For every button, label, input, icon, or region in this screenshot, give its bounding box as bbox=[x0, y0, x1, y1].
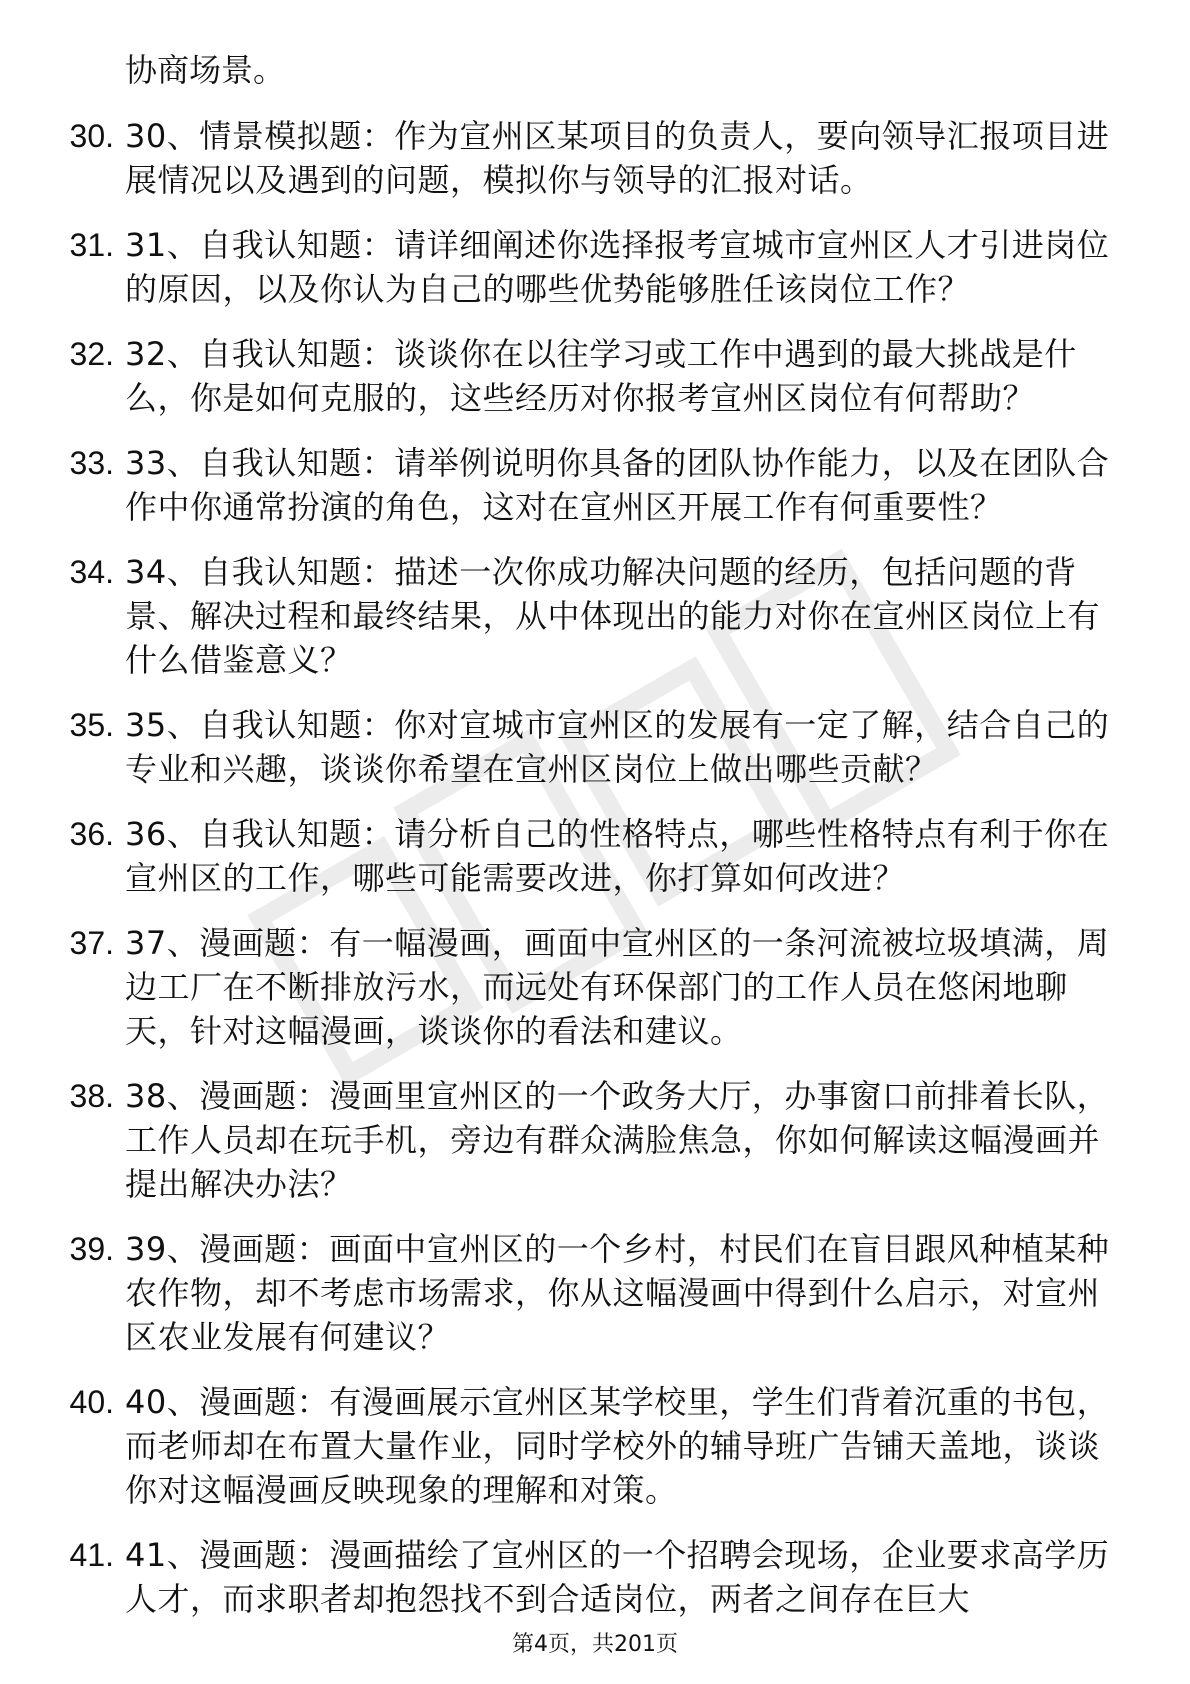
list-item bbox=[0, 1533, 1190, 1621]
item-text: 37、漫画题：有一幅漫画，画面中宣州区的一条河流被垃圾填满，周边工厂在不断排放污水，而远处有环保部门的工作人员在悠闲地聊天，针对这幅漫画，谈谈你的看法和建议。 bbox=[125, 924, 1110, 1050]
item-number: 31. bbox=[69, 227, 114, 263]
item-text: 41、漫画题：漫画描绘了宣州区的一个招聘会现场，企业要求高学历人才，而求职者却抱怨找不到合适岗位，两者之间存在巨大 bbox=[125, 1536, 1110, 1618]
list-item bbox=[0, 332, 1190, 420]
item-text: 36、自我认知题：请分析自己的性格特点，哪些性格特点有利于你在宣州区的工作，哪些可能需要改进，你打算如何改进？ bbox=[125, 815, 1110, 897]
item-text: 38、漫画题：漫画里宣州区的一个政务大厅，办事窗口前排着长队，工作人员却在玩手机，旁边有群众满脸焦急，你如何解读这幅漫画并提出解决办法？ bbox=[125, 1077, 1110, 1203]
list-item bbox=[0, 1227, 1190, 1359]
list-item bbox=[0, 223, 1190, 311]
list-item bbox=[0, 1380, 1190, 1512]
list-item bbox=[0, 703, 1190, 791]
item-number: 39. bbox=[69, 1231, 114, 1267]
item-number: 30. bbox=[69, 118, 114, 154]
item-number: 37. bbox=[69, 925, 114, 961]
item-number: 41. bbox=[69, 1537, 114, 1573]
list-item bbox=[0, 812, 1190, 900]
item-number: 38. bbox=[69, 1078, 114, 1114]
item-text: 39、漫画题：画面中宣州区的一个乡村，村民们在盲目跟风种植某种农作物，却不考虑市场需求，你从这幅漫画中得到什么启示，对宣州区农业发展有何建议？ bbox=[125, 1230, 1110, 1356]
item-number: 35. bbox=[69, 707, 114, 743]
item-text: 31、自我认知题：请详细阐述你选择报考宣城市宣州区人才引进岗位的原因，以及你认为自己的哪些优势能够胜任该岗位工作？ bbox=[125, 226, 1110, 308]
item-number: 32. bbox=[69, 336, 114, 372]
list-item bbox=[0, 441, 1190, 529]
list-item bbox=[0, 550, 1190, 682]
item-text: 32、自我认知题：谈谈你在以往学习或工作中遇到的最大挑战是什么，你是如何克服的，这些经历对你报考宣州区岗位有何帮助？ bbox=[125, 335, 1077, 417]
list-item bbox=[0, 1074, 1190, 1206]
item-text: 33、自我认知题：请举例说明你具备的团队协作能力，以及在团队合作中你通常扮演的角色，这对在宣州区开展工作有何重要性？ bbox=[125, 444, 1110, 526]
page-footer: 第4页，共201页 bbox=[512, 1632, 678, 1657]
item-text: 40、漫画题：有漫画展示宣州区某学校里，学生们背着沉重的书包，而老师却在布置大量作业，同时学校外的辅导班广告铺天盖地，谈谈你对这幅漫画反映现象的理解和对策。 bbox=[125, 1383, 1110, 1509]
item-number: 34. bbox=[69, 554, 114, 590]
document-body bbox=[0, 48, 1190, 1642]
item-text: 30、情景模拟题：作为宣州区某项目的负责人，要向领导汇报项目进展情况以及遇到的问题，模拟你与领导的汇报对话。 bbox=[125, 117, 1110, 199]
item-number: 33. bbox=[69, 445, 114, 481]
item-text: 35、自我认知题：你对宣城市宣州区的发展有一定了解，结合自己的专业和兴趣，谈谈你希望在宣州区岗位上做出哪些贡献？ bbox=[125, 706, 1110, 788]
list-item bbox=[0, 114, 1190, 202]
item-number: 36. bbox=[69, 816, 114, 852]
item-text: 34、自我认知题：描述一次你成功解决问题的经历，包括问题的背景、解决过程和最终结果，从中体现出的能力对你在宣州区岗位上有什么借鉴意义？ bbox=[125, 553, 1101, 679]
list-item bbox=[0, 921, 1190, 1053]
item-number: 40. bbox=[69, 1384, 114, 1420]
continued-text: 协商场景。 bbox=[125, 51, 286, 89]
